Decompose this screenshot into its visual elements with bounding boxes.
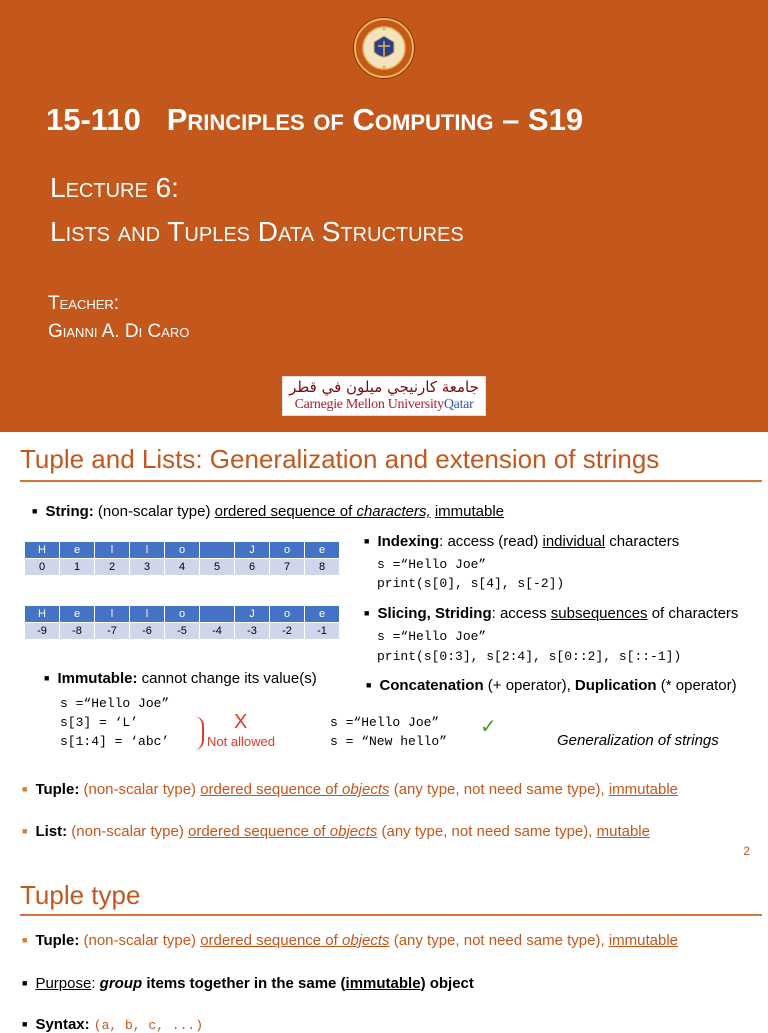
bullet-icon: ■	[32, 506, 38, 516]
string-index-table-negative	[24, 605, 340, 640]
logo-latin-text: Carnegie Mellon UniversityQatar	[294, 397, 474, 412]
cmu-qatar-logo	[282, 376, 486, 416]
indexing-code-line-2: print(s[0], s[4], s[-2])	[377, 576, 565, 591]
course-number: 15-110	[46, 102, 141, 137]
char-cell: H	[25, 542, 60, 559]
index-cell: 5	[200, 559, 235, 576]
lecture-title	[50, 170, 464, 250]
index-cell: 4	[165, 559, 200, 576]
index-cell: 6	[235, 559, 270, 576]
teacher-name: Gianni A. Di Caro	[48, 321, 190, 342]
char-cell: e	[60, 606, 95, 623]
slicing-bullet: ■ Slicing, Striding: access subsequences of characters	[364, 605, 739, 622]
char-cell: o	[165, 542, 200, 559]
string-index-table-positive	[24, 541, 340, 576]
char-cell	[200, 542, 235, 559]
slide-3-title: Tuple type	[20, 880, 141, 910]
char-cell: l	[130, 606, 165, 623]
concatenation-bullet: ■ Concatenation (+ operator), Duplication (* operator)	[366, 677, 737, 694]
lecture-topic: Lists and Tuples Data Structures	[50, 216, 464, 247]
immutable-code-line-1: s =“Hello Joe”	[60, 696, 170, 711]
string-bullet: ■ String: (non-scalar type) ordered sequence of characters, immutable	[32, 503, 505, 520]
char-cell: H	[25, 606, 60, 623]
lecture-number: Lecture 6:	[50, 172, 179, 203]
index-cell: -8	[60, 623, 95, 640]
purpose-bullet: ■ Purpose: group items together in the same (immutable) object	[22, 975, 474, 992]
char-cell: l	[95, 606, 130, 623]
course-name: Principles of Computing	[166, 102, 494, 137]
index-cell: -9	[25, 623, 60, 640]
list-bullet: ■ List: (non-scalar type) ordered sequence of objects (any type, not need same type), mutable	[22, 823, 650, 840]
title-slide	[0, 0, 768, 432]
char-cell: l	[130, 542, 165, 559]
x-mark-icon: X	[234, 711, 248, 733]
char-cell: o	[270, 542, 305, 559]
title-divider	[20, 480, 762, 482]
brace-icon	[194, 716, 204, 750]
index-cell: -1	[305, 623, 340, 640]
char-cell: J	[235, 542, 270, 559]
index-cell: -3	[235, 623, 270, 640]
teacher-block	[48, 290, 189, 346]
char-cell: e	[60, 542, 95, 559]
index-cell: 8	[305, 559, 340, 576]
index-cell: 7	[270, 559, 305, 576]
slicing-code-line-1: s =“Hello Joe”	[377, 629, 487, 644]
teacher-label: Teacher:	[48, 293, 120, 314]
char-cell: e	[305, 606, 340, 623]
semester: S19	[527, 102, 584, 137]
char-cell: o	[270, 606, 305, 623]
slide-2	[0, 432, 768, 864]
index-cell: 3	[130, 559, 165, 576]
cmu-seal-icon	[352, 16, 416, 80]
tuple-bullet: ■ Tuple: (non-scalar type) ordered sequence of objects (any type, not need same type), immutable	[22, 781, 679, 798]
immutable-bullet: ■ Immutable: cannot change its value(s)	[44, 670, 317, 687]
char-cell	[200, 606, 235, 623]
char-cell: J	[235, 606, 270, 623]
immutable-code-line-2: s[3] = ‘L’	[60, 715, 139, 730]
syntax-bullet: ■ Syntax: (a, b, c, ...)	[22, 1016, 204, 1033]
generalization-note: Generalization of strings	[557, 732, 719, 749]
index-cell: 2	[95, 559, 130, 576]
immutable-code-line-3: s[1:4] = ‘abc’	[60, 734, 170, 749]
tuple-bullet: ■ Tuple: (non-scalar type) ordered sequence of objects (any type, not need same type), immutable	[22, 932, 679, 949]
slide-3	[0, 864, 768, 1033]
char-cell: l	[95, 542, 130, 559]
indexing-bullet: ■ Indexing: access (read) individual characters	[364, 533, 680, 550]
index-cell: -7	[95, 623, 130, 640]
slide-2-title: Tuple and Lists: Generalization and extension of strings	[20, 444, 660, 474]
checkmark-icon: ✓	[480, 716, 497, 738]
char-cell: e	[305, 542, 340, 559]
index-cell: 1	[60, 559, 95, 576]
index-cell: 0	[25, 559, 60, 576]
index-cell: -4	[200, 623, 235, 640]
index-cell: -5	[165, 623, 200, 640]
index-cell: -6	[130, 623, 165, 640]
indexing-code-line-1: s =“Hello Joe”	[377, 557, 487, 572]
page-number: 2	[743, 844, 750, 858]
not-allowed-label: Not allowed	[207, 734, 275, 749]
char-cell: o	[165, 606, 200, 623]
logo-arabic-text: جامعة كارنيجي ميلون في قطر	[289, 378, 479, 396]
concat-code-line-1: s =“Hello Joe”	[330, 715, 440, 730]
concat-code-line-2: s = “New hello”	[330, 734, 448, 749]
index-cell: -2	[270, 623, 305, 640]
slicing-code-line-2: print(s[0:3], s[2:4], s[0::2], s[::-1])	[377, 649, 682, 664]
title-divider	[20, 914, 762, 916]
course-title: 15-110 Principles of Computing – S19	[46, 102, 584, 137]
